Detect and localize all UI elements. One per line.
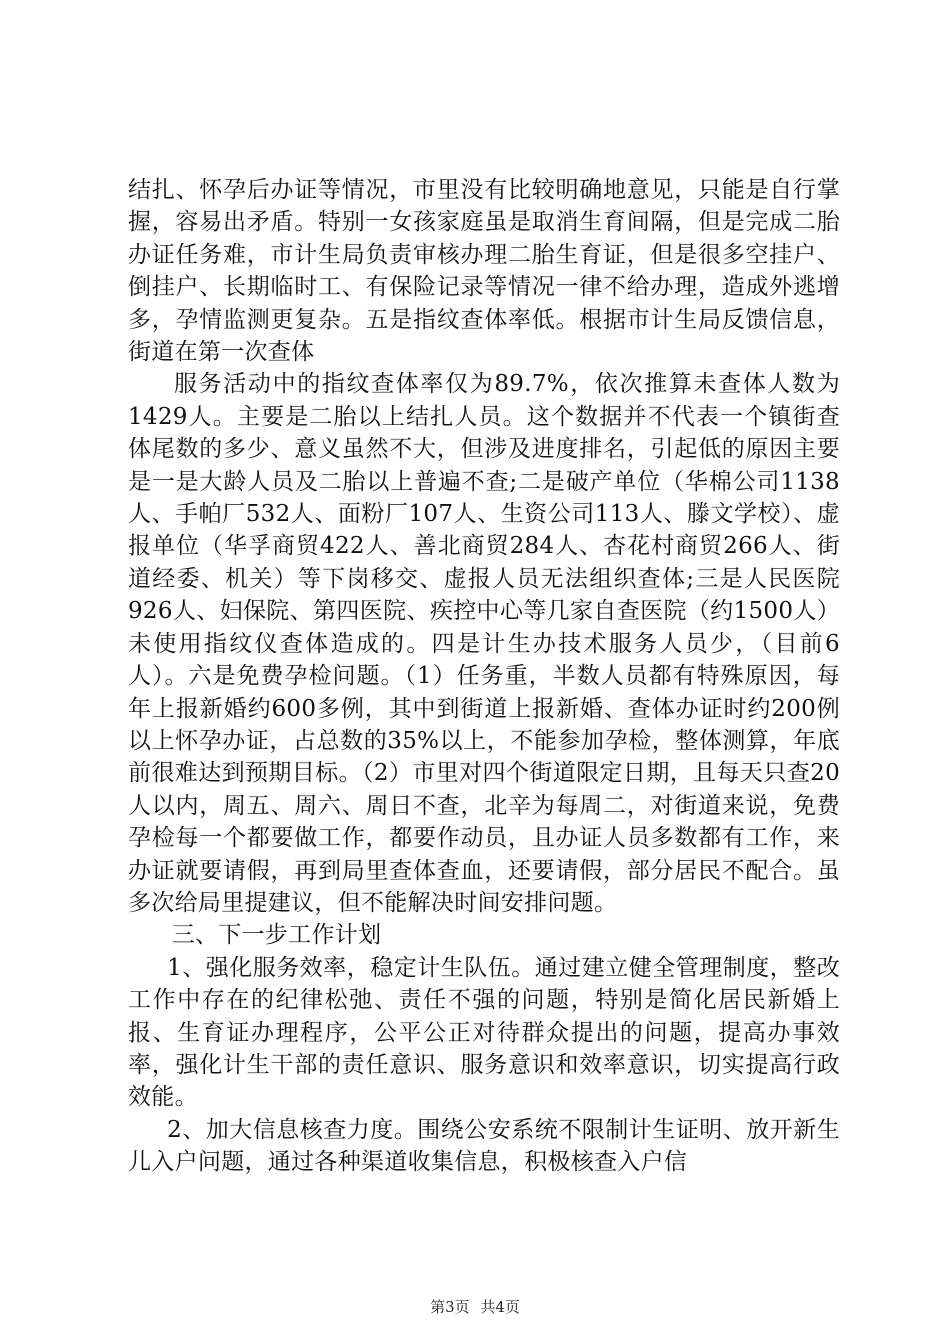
paragraph-fingerprint-check: 服务活动中的指纹查体率仅为89.7%，依次推算未查体人数为1429人。主要是二胎以上结扎人员。这个数据并不代表一个镇街查体尾数的多少、意义虽然不大，但涉及进度排名，引起低的原因主要是一是大龄人员及二胎以上普遍不查;二是破产单位（华棉公司1138人、手帕厂532人、面粉厂107人、生资公司113人、滕文学校）、虚报单位（华孚商贸422人、善北商贸284人、杏花村商贸266人、街道经委、机关）等下岗移交、虚报人员无法组织查体;三是人民医院926人、妇保院、第四医院、疾控中心等几家自查医院（约1500人）未使用指纹仪查体造成的。四是计生办技术服务人员少，（目前6人）。六是免费孕检问题。（1）任务重，半数人员都有特殊原因，每年上报新婚约600多例，其中到街道上报新婚、查体办证时约200例以上怀孕办证，占总数的35%以上，不能参加孕检，整体测算，年底前很难达到预期目标。（2）市里对四个街道限定日期，且每天只查20人以内，周五、周六、周日不查，北辛为每周二，对街道来说，免费孕检每一个都要做工作，都要作动员，且办证人员多数都有工作，来办证就要请假，再到局里查体查血，还要请假，部分居民不配合。虽多次给局里提建议，但不能解决时间安排问题。	[128, 371, 840, 916]
paragraph-plan-item-1: 1、强化服务效率，稳定计生队伍。通过建立健全管理制度，整改工作中存在的纪律松弛、责任不强的问题，特别是简化居民新婚上报、生育证办理程序，公平公正对待群众提出的问题，提高办事效率，强化计生干部的责任意识、服务意识和效率意识，切实提高行政效能。	[128, 954, 840, 1111]
document-body	[128, 174, 840, 1179]
paragraph-plan-item-2: 2、加大信息核查力度。围绕公安系统不限制计生证明、放开新生儿入户问题，通过各种渠道收集信息，积极核查入户信	[128, 1116, 840, 1176]
page-total: 共4页	[480, 1298, 520, 1316]
section-heading-next-steps: 三、下一步工作计划	[171, 922, 382, 949]
page-number: 第3页	[430, 1298, 470, 1316]
paragraph-continuation: 结扎、怀孕后办证等情况，市里没有比较明确地意见，只能是自行掌握，容易出矛盾。特别一女孩家庭虽是取消生育间隔，但是完成二胎办证任务难，市计生局负责审核办理二胎生育证，但是很多空挂户、倒挂户、长期临时工、有保险记录等情况一律不给办理，造成外逃增多，孕情监测更复杂。五是指纹查体率低。根据市计生局反馈信息，街道在第一次查体	[128, 177, 840, 366]
page-footer	[0, 1296, 950, 1317]
